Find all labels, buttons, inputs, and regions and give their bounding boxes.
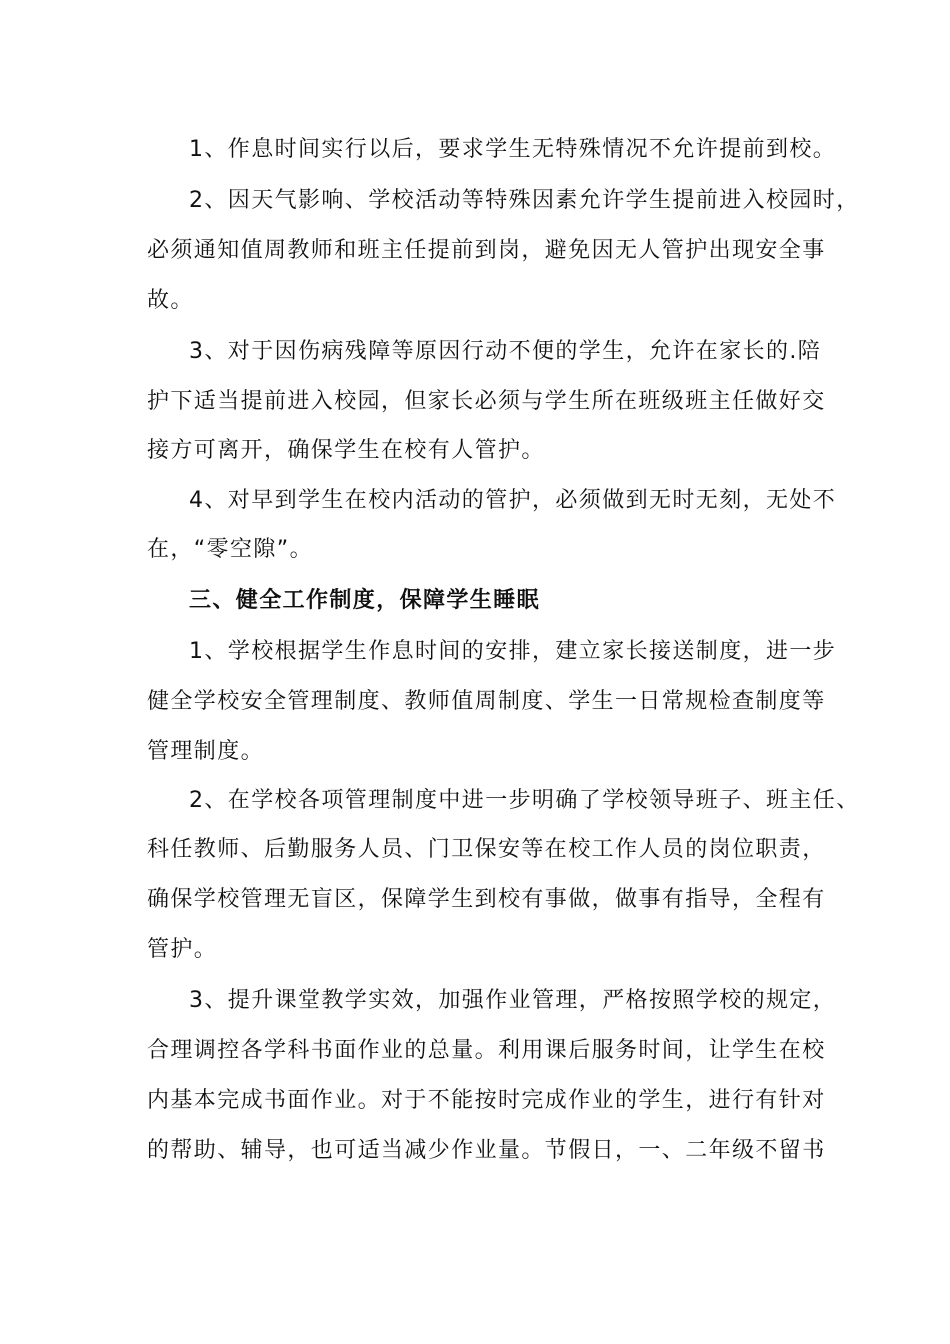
paragraph-4-line-1: 4、对早到学生在校内活动的管护，必须做到无时无刻，无处不	[189, 488, 837, 513]
paragraph-7-line-1: 3、提升课堂教学实效，加强作业管理，严格按照学校的规定，	[189, 988, 837, 1013]
paragraph-6-line-2: 科任教师、后勤服务人员、门卫保安等在校工作人员的岗位职责，	[147, 837, 826, 862]
paragraph-2-line-3: 故。	[147, 288, 194, 313]
paragraph-5-line-1: 1、学校根据学生作息时间的安排，建立家长接送制度，进一步	[189, 639, 837, 664]
paragraph-5-line-2: 健全学校安全管理制度、教师值周制度、学生一日常规检查制度等	[147, 689, 826, 714]
paragraph-7-line-4: 的帮助、辅导，也可适当减少作业量。节假日，一、二年级不留书	[147, 1138, 826, 1163]
paragraph-3-line-1: 3、对于因伤病残障等原因行动不便的学生，允许在家长的.陪	[189, 339, 822, 364]
paragraph-2-line-2: 必须通知值周教师和班主任提前到岗，避免因无人管护出现安全事	[147, 238, 826, 263]
paragraph-1-line-1: 1、作息时间实行以后，要求学生无特殊情况不允许提前到校。	[189, 137, 837, 162]
paragraph-4-line-2: 在，“零空隙”。	[147, 537, 313, 562]
paragraph-6-line-4: 管护。	[147, 937, 218, 962]
paragraph-6-line-1: 2、在学校各项管理制度中进一步明确了学校领导班子、班主任、	[189, 788, 860, 813]
paragraph-3-line-3: 接方可离开，确保学生在校有人管护。	[147, 438, 545, 463]
paragraph-2-line-1: 2、因天气影响、学校活动等特殊因素允许学生提前进入校园时，	[189, 188, 860, 213]
paragraph-7-line-2: 合理调控各学科书面作业的总量。利用课后服务时间，让学生在校	[147, 1038, 826, 1063]
paragraph-3-line-2: 护下适当提前进入校园，但家长必须与学生所在班级班主任做好交	[147, 389, 826, 414]
paragraph-7-line-3: 内基本完成书面作业。对于不能按时完成作业的学生，进行有针对	[147, 1088, 826, 1113]
section-heading: 三、健全工作制度，保障学生睡眠	[189, 588, 541, 613]
paragraph-5-line-3: 管理制度。	[147, 739, 265, 764]
paragraph-6-line-3: 确保学校管理无盲区，保障学生到校有事做，做事有指导，全程有	[147, 887, 826, 912]
